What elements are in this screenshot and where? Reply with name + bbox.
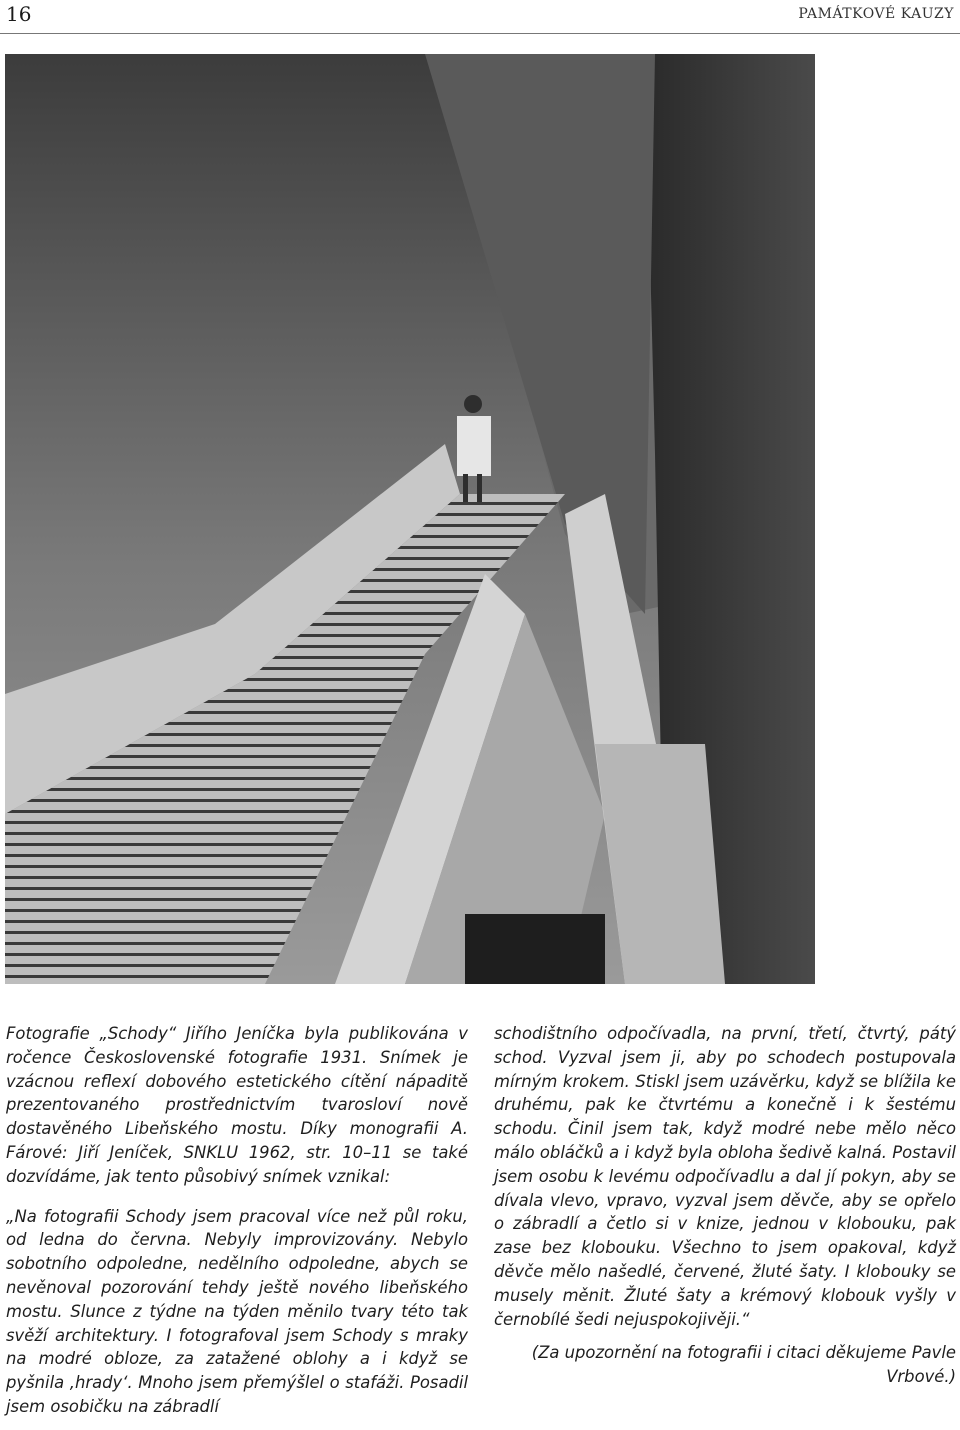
quote-paragraph: „Na fotografii Schody jsem pracoval více než půl roku, od ledna do června. Nebyly improvizovány. Nebylo sobotního odpoledne, nedělního odpoledne, abych se nevěnoval pozorování tehdy ještě nového libeňského mostu. Slunce z týdne na týden měnilo tvary této tak svěží architektury. I fotografoval jsem Schody s mraky na modré obloze, za zatažené oblohy a i když se pyšnila ‚hrady‘. Mnoho jsem přemýšlel o stafáži. Posadil jsem osobičku na zábradlí [6, 1206, 468, 1416]
page-header [0, 0, 960, 30]
right-column [494, 1022, 956, 1389]
page-number: 16 [6, 2, 32, 26]
left-column [6, 1022, 468, 1419]
running-title: PAMÁTKOVÉ KAUZY [798, 6, 954, 22]
acknowledgement: (Za upozornění na fotografii i citaci děkujeme Pavle Vrbové.) [531, 1343, 956, 1387]
photo-caption: Fotografie „Schody“ Jiřího Jeníčka byla publikována v ročence Československé fotografie 1931. Snímek je vzácnou reflexí dobového estetického cítění nápaditě prezentovaného prostřednictvím tvarosloví nově dostavěného Libeňského mostu. Díky monografii A. Fárové: Jiří Jeníček, SNKLU 1962, str. 10–11 se také dozvídáme, jak tento působivý snímek vznikal: [6, 1024, 468, 1186]
header-rule [0, 33, 960, 34]
photograph-staircase-icon [5, 54, 815, 984]
staircase-photograph [5, 54, 815, 984]
quote-continuation: schodištního odpočívadla, na první, třetí, čtvrtý, pátý schod. Vyzval jsem ji, aby po schodech postupovala mírným krokem. Stiskl jsem uzávěrku, když se blížila ke druhému, pak ke čtvrtému a konečně i k šestému schodu. Činil jsem tak, když modré nebe mělo něco málo obláčků a i když byla obloha šedivě kalná. Postavil jsem osobu k levému odpočívadlu a dal jí pokyn, aby se dívala vlevo, vpravo, vyzval jsem děvče, aby se opřelo o zábradlí a četlo si v knize, jednou v klobouku, pak zase bez klobouku. Všechno to jsem opakoval, když děvče mělo našedlé, červené, žluté šaty. I klobouky se musely měnit. Žluté šaty a krémový klobouk vyšly v černobílé šedi nejuspokojivěji.“ [494, 1024, 956, 1329]
